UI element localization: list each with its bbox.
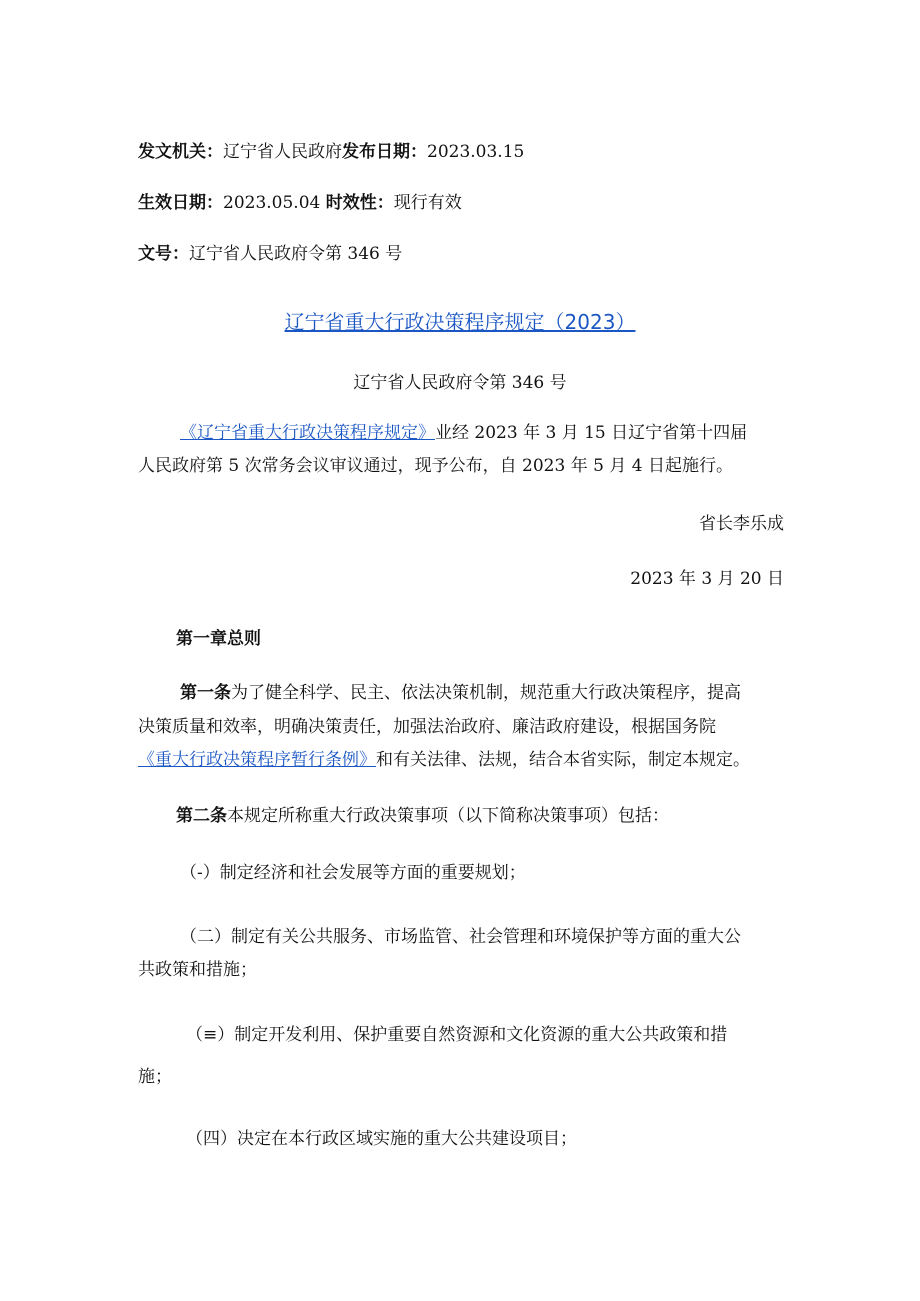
meta-effective-row — [138, 192, 784, 214]
order-number: 辽宁省人民政府令第 346 号 — [353, 373, 567, 393]
list-item-3-line-1: （≡）制定开发利用、保护重要自然资源和文化资源的重大公共政策和措 — [186, 1025, 728, 1045]
article-1-line-3 — [138, 749, 784, 771]
article-2-line — [176, 805, 822, 827]
sign-date: 2023 年 3 月 20 日 — [630, 569, 784, 589]
list-item-2-line-2: 共政策和措施； — [138, 960, 257, 980]
list-item-4: （四）决定在本行政区域实施的重大公共建设项目； — [186, 1129, 577, 1149]
effective-date-value: 2023.05.04 — [223, 193, 321, 213]
issuer-value: 辽宁省人民政府 — [223, 142, 342, 162]
list-item-1: （-）制定经济和社会发展等方面的重要规划； — [180, 863, 526, 883]
article-2-text: 本规定所称重大行政决策事项（以下简称决策事项）包括： — [227, 806, 669, 826]
document-title-link[interactable]: 辽宁省重大行政决策程序规定（2023） — [284, 310, 636, 334]
article-1-text-3: 和有关法律、法规，结合本省实际，制定本规定。 — [376, 750, 750, 770]
intro-line-1 — [180, 422, 784, 444]
validity-label: 时效性： — [325, 193, 394, 213]
meta-docno-row — [138, 243, 784, 265]
document-title-row — [0, 311, 920, 333]
intro-text-1: 业经 2023 年 3 月 15 日辽宁省第十四届 — [435, 423, 748, 443]
list-item-2-line-1: （二）制定有关公共服务、市场监管、社会管理和环境保护等方面的重大公 — [180, 927, 741, 947]
meta-issuer-row — [138, 141, 784, 163]
docno-value: 辽宁省人民政府令第 346 号 — [189, 244, 403, 264]
issuer-label: 发文机关： — [138, 142, 223, 162]
regulation-link[interactable]: 《辽宁省重大行政决策程序规定》 — [180, 423, 435, 443]
signature: 省长李乐成 — [699, 514, 784, 534]
list-item-3-line-2: 施； — [138, 1067, 172, 1087]
intro-line-2: 人民政府第 5 次常务会议审议通过，现予公布，自 2023 年 5 月 4 日起施行。 — [138, 456, 733, 476]
effective-date-label: 生效日期： — [138, 193, 223, 213]
ordinance-link[interactable]: 《重大行政决策程序暂行条例》 — [138, 750, 376, 770]
validity-value: 现行有效 — [393, 193, 462, 213]
publish-date-value: 2023.03.15 — [427, 142, 525, 162]
article-1-text-1: 为了健全科学、民主、依法决策机制，规范重大行政决策程序，提高 — [231, 683, 741, 703]
article-1-label: 第一条 — [180, 683, 231, 703]
chapter-heading: 第一章总则 — [176, 629, 261, 649]
article-1-line-1 — [180, 682, 784, 704]
article-2-label: 第二条 — [176, 806, 227, 826]
publish-date-label: 发布日期： — [342, 142, 427, 162]
article-1-line-2: 决策质量和效率，明确决策责任，加强法治政府、廉洁政府建设，根据国务院 — [138, 717, 716, 737]
docno-label: 文号： — [138, 244, 189, 264]
